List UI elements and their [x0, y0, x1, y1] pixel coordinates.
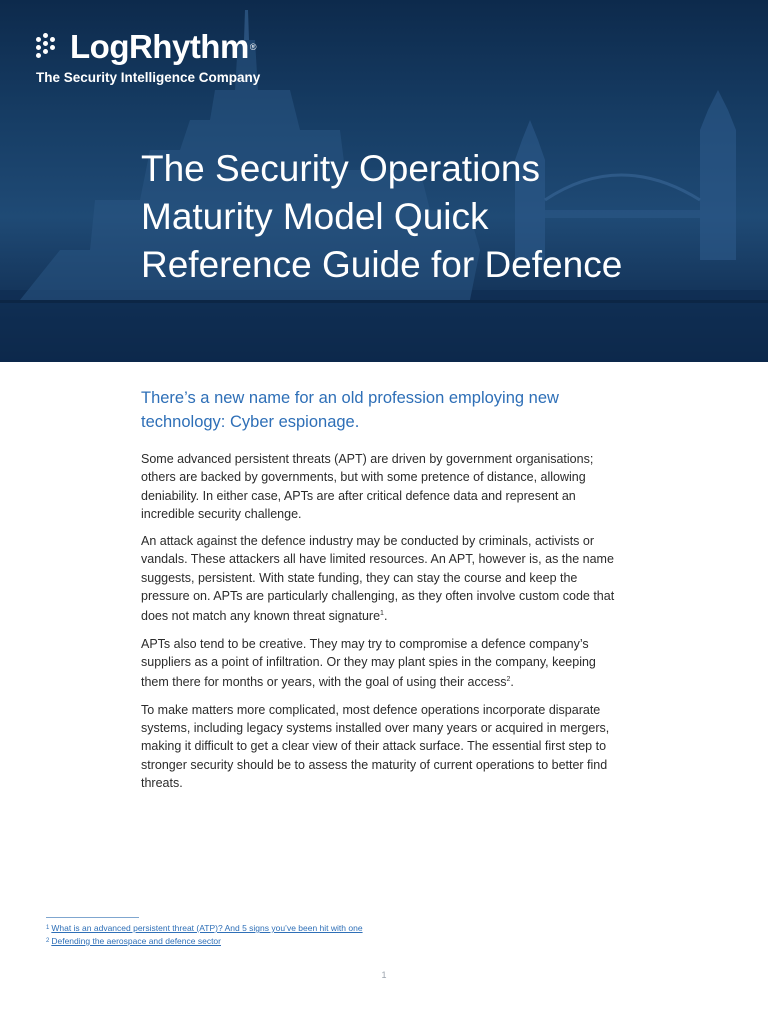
footnote-link[interactable]: What is an advanced persistent threat (ATP)? And 5 signs you’ve been hit with one: [51, 923, 363, 933]
logo-dots-icon: [36, 33, 64, 61]
footnote-ref[interactable]: 2: [506, 676, 511, 684]
document-title: [141, 145, 741, 289]
brand-name: LogRhythm: [70, 28, 249, 65]
body-paragraph: [141, 532, 621, 626]
footnote-number: 2: [46, 938, 50, 944]
hero-banner: [0, 0, 768, 362]
paragraph-text: APTs also tend to be creative. They may try to compromise a defence company’s suppliers as a point of infiltration. Or they may plant spies in the company, keeping them there for months or years, with the goal of using their access: [141, 636, 596, 690]
sentence-end: .: [510, 675, 514, 690]
intro-heading: There’s a new name for an old profession employing new technology: Cyber espionage.: [141, 389, 559, 431]
title-line: Maturity Model Quick: [141, 196, 489, 237]
footnotes: [46, 922, 363, 948]
footnote-ref[interactable]: 1: [380, 610, 384, 618]
brand-tagline: The Security Intelligence Company: [36, 70, 261, 85]
title-line: Reference Guide for Defence: [141, 244, 623, 285]
paragraph-text: An attack against the defence industry may be conducted by criminals, activists or vandals. These attackers all have limited resources. An APT, however is, as the name suggests, persistent. With state funding, they can stay the course and keep the pressure on. APTs are particularly challenging, as they often involve custom code that does not match any known threat signature: [141, 534, 615, 624]
title-line: The Security Operations: [141, 148, 540, 189]
footnote-number: 1: [46, 925, 50, 931]
logrhythm-logo[interactable]: [36, 30, 256, 64]
main-content: [141, 386, 621, 801]
body-paragraph: Some advanced persistent threats (APT) are driven by government organisations; others are backed by governments, but with some pretence of distance, allowing deniability. In either case, APTs are after critical defence data and represent an incredible security challenge.: [141, 452, 594, 521]
footnote-item: [46, 922, 363, 935]
registered-mark: ®: [249, 42, 257, 52]
footnote-divider: [46, 917, 139, 918]
sentence-end: .: [383, 609, 388, 624]
body-paragraph: [141, 635, 621, 692]
page-number: 1: [381, 970, 387, 980]
footnote-item: [46, 935, 363, 948]
body-paragraph: To make matters more complicated, most defence operations incorporate disparate systems, including legacy systems installed over many years or acquired in mergers, making it difficult to get a clear view of their attack surface. The essential first step to stronger security should be to assess the maturity of current operations to better find threats.: [141, 702, 610, 791]
footnote-link[interactable]: Defending the aerospace and defence sector: [51, 936, 221, 946]
